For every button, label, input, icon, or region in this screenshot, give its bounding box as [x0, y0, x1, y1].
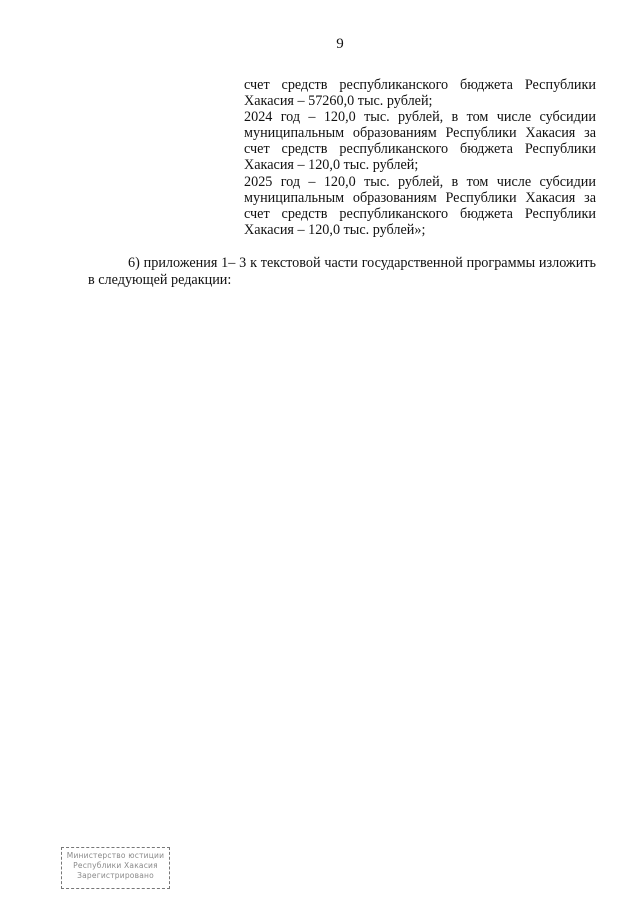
stamp-line: Министерство юстиции — [66, 851, 165, 860]
funding-paragraph-2025: 2025 год – 120,0 тыс. рублей, в том числе субсидии муниципальным образованиям Республики Хакасия за счет средств республиканского бюджета Республики Хакасия – 120,0 тыс. рублей»; — [244, 173, 596, 238]
stamp-line: Зарегистрировано — [77, 871, 154, 880]
funding-paragraph-2023: счет средств республиканского бюджета Республики Хакасия – 57260,0 тыс. рублей; — [244, 77, 596, 110]
passport-continuation-block — [244, 77, 596, 238]
page-number: 9 — [336, 36, 344, 52]
registration-stamp — [61, 847, 170, 889]
item-6-paragraph: 6) приложения 1– 3 к текстовой части государственной программы изложить в следующей редакции: — [88, 255, 596, 288]
funding-paragraph-2024: 2024 год – 120,0 тыс. рублей, в том числе субсидии муниципальным образованиям Республики Хакасия за счет средств республиканского бюджета Республики Хакасия – 120,0 тыс. рублей; — [244, 109, 596, 174]
stamp-line: Республики Хакасия — [73, 861, 158, 870]
